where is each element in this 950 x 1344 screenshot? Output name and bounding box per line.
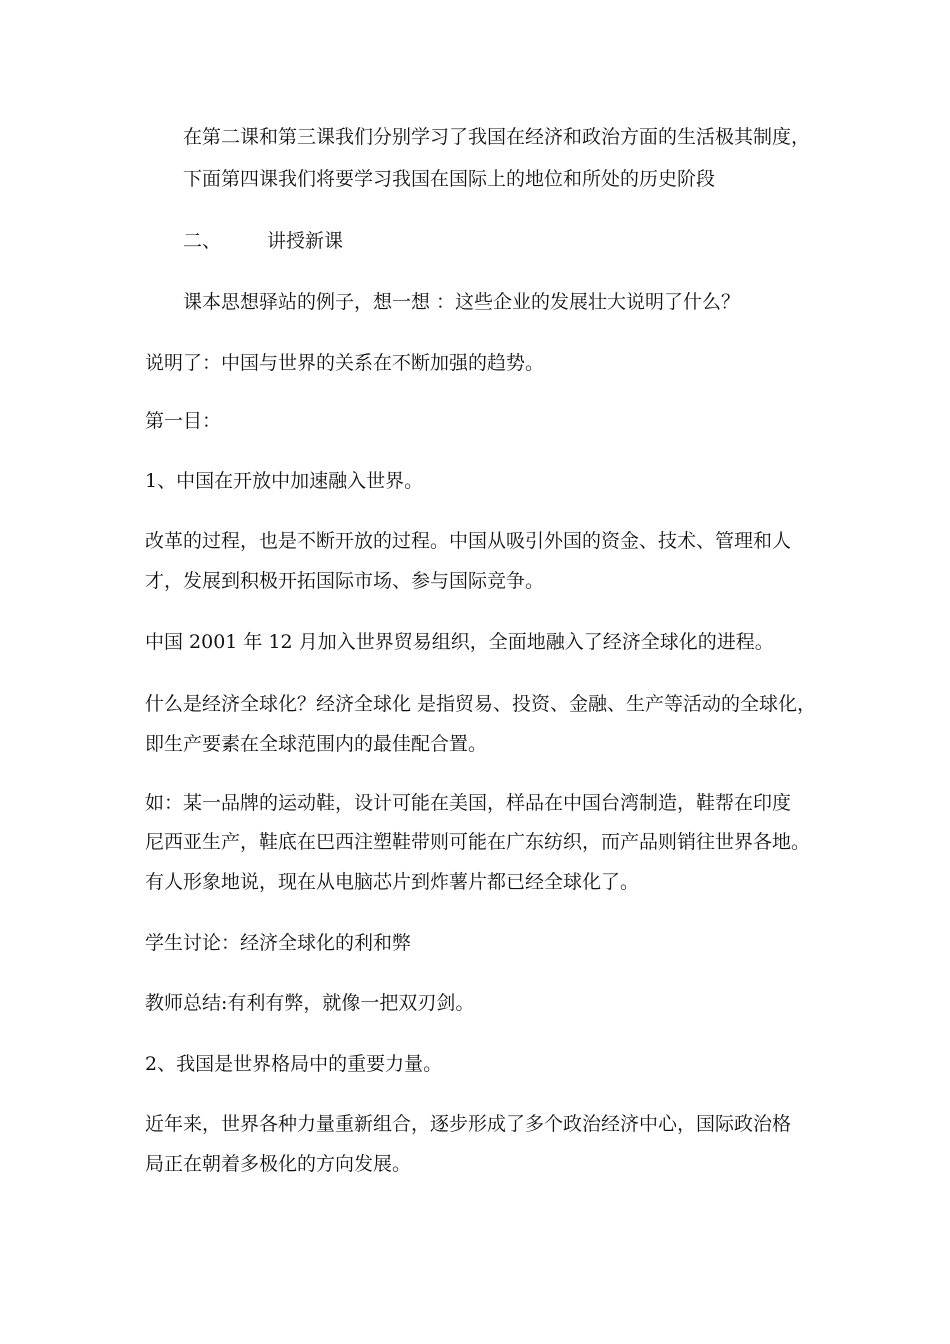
globalization-line-2: 即生产要素在全球范围内的最佳配合置。 xyxy=(145,733,488,755)
intro-line-2: 下面第四课我们将要学习我国在国际上的地位和所处的历史阶段 xyxy=(183,168,716,190)
section-number: 二、 xyxy=(183,230,222,252)
question-text: 课本思想驿站的例子，想一想 ：这些企业的发展壮大说明了什么？ xyxy=(183,291,741,313)
answer-text: 说明了：中国与世界的关系在不断加强的趋势。 xyxy=(145,352,545,374)
globalization-line-1: 什么是经济全球化？经济全球化 是指贸易、投资、金融、生产等活动的全球化， xyxy=(145,693,817,715)
section-title: 讲授新课 xyxy=(267,230,344,252)
point1-body-line-1: 改革的过程，也是不断开放的过程。中国从吸引外国的资金、技术、管理和人 xyxy=(145,530,792,552)
summary-text: 教师总结:有利有弊，就像一把双刃剑。 xyxy=(145,992,475,1014)
wto-text: 中国 2001 年 12 月加入世界贸易组织，全面地融入了经济全球化的进程。 xyxy=(145,631,774,653)
example-line-1: 如：某一品牌的运动鞋，设计可能在美国，样品在中国台湾制造，鞋帮在印度 xyxy=(145,792,792,814)
section-heading xyxy=(183,225,343,257)
point1-title: 1、中国在开放中加速融入世界。 xyxy=(145,470,424,492)
point1-body-line-2: 才，发展到积极开拓国际市场、参与国际竞争。 xyxy=(145,570,545,592)
item-heading: 第一目： xyxy=(145,410,222,432)
discussion-text: 学生讨论：经济全球化的利和弊 xyxy=(145,932,412,954)
point2-body-line-1: 近年来，世界各种力量重新组合，逐步形成了多个政治经济中心，国际政治格 xyxy=(145,1113,792,1135)
example-line-2: 尼西亚生产，鞋底在巴西注塑鞋带则可能在广东纺织，而产品则销往世界各地。 xyxy=(145,831,811,853)
point2-title: 2、我国是世界格局中的重要力量。 xyxy=(145,1053,443,1075)
point2-body-line-2: 局正在朝着多极化的方向发展。 xyxy=(145,1153,412,1175)
intro-line-1: 在第二课和第三课我们分别学习了我国在经济和政治方面的生活极其制度， xyxy=(183,126,811,148)
example-line-3: 有人形象地说，现在从电脑芯片到炸薯片都已经全球化了。 xyxy=(145,871,640,893)
